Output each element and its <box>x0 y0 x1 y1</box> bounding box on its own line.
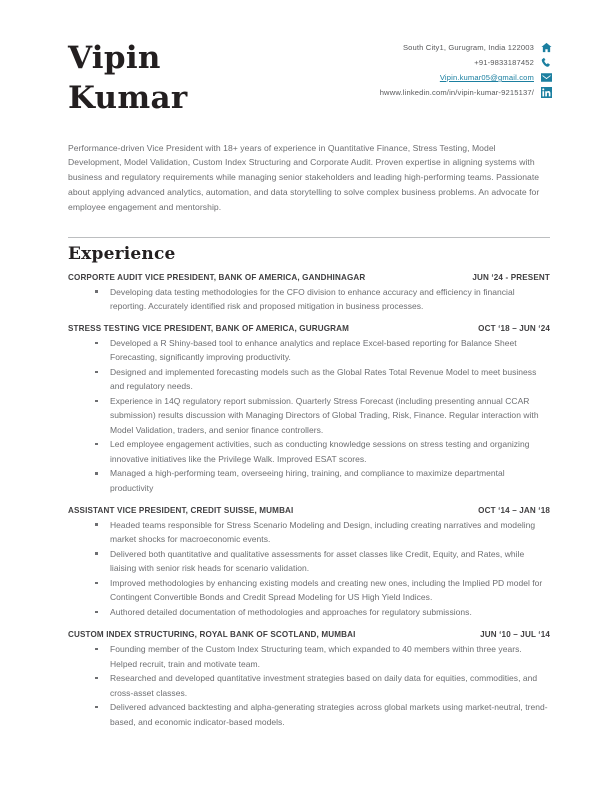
job-bullet: Delivered both quantitative and qualitative assessments for asset classes like Credit, Equity, and Rates, while liaising with senior risk heads for scenario validation. <box>68 547 550 576</box>
job-bullet: Led employee engagement activities, such as conducting knowledge sessions on stress testing and organizing innovative initiatives like the Privilege Walk. Improved ESAT scores. <box>68 437 550 466</box>
first-name: Vipin <box>68 40 161 76</box>
job-date: JUN ‘10 – JUL ‘14 <box>480 630 550 640</box>
job-date: OCT ‘18 – JUN ‘24 <box>478 324 550 334</box>
email-icon[interactable] <box>541 72 552 83</box>
job-bullet: Developed a R Shiny-based tool to enhance analytics and replace Excel-based reporting for Balance Sheet Forecasting, significantly improving productivity. <box>68 336 550 365</box>
job-bullet: Founding member of the Custom Index Structuring team, which expanded to 40 members within three years. Helped recruit, train and motivate team. <box>68 642 550 671</box>
job-bullet-list <box>68 518 550 619</box>
job-header <box>68 630 550 639</box>
job-header <box>68 506 550 515</box>
resume-header <box>0 0 612 119</box>
contact-text-phone: +91-9833187452 <box>474 58 534 67</box>
contact-row <box>342 87 552 98</box>
contact-row <box>342 42 552 53</box>
job-bullet: Developing data testing methodologies for the CFO division to enhance accuracy and efficiency in financial reporting. Accurately identified risk and proposed mitigation in business processes. <box>68 285 550 314</box>
section-title-experience: Experience <box>68 243 176 264</box>
contact-text-email[interactable]: Vipin.kumar05@gmail.com <box>439 73 534 82</box>
job-header <box>68 324 550 333</box>
last-name: Kumar <box>68 80 188 117</box>
job-bullet: Designed and implemented forecasting models such as the Global Rates Total Revenue Model to meet business and regulatory needs. <box>68 365 550 394</box>
job-bullet-list <box>68 642 550 729</box>
job-bullet: Delivered advanced backtesting and alpha-generating strategies across global markets using market-neutral, trend-based, and economic indicator-based models. <box>68 700 550 729</box>
job-entry <box>68 630 550 729</box>
job-entry <box>68 273 550 314</box>
job-bullet-list <box>68 285 550 314</box>
job-title: ASSISTANT VICE PRESIDENT, CREDIT SUISSE, MUMBAI <box>68 505 294 515</box>
section-divider <box>68 237 550 238</box>
contact-text-home: South City1, Gurugram, India 122003 <box>402 43 534 52</box>
job-date: OCT ‘14 – JAN ‘18 <box>478 505 550 515</box>
job-bullet: Authored detailed documentation of methodologies and approaches for regulatory submissions. <box>68 605 550 619</box>
job-bullet: Researched and developed quantitative investment strategies based on daily data for equities, commodities, and cross-asset classes. <box>68 671 550 700</box>
contact-row <box>342 72 552 83</box>
contact-row <box>342 57 552 68</box>
linkedin-icon <box>541 87 552 98</box>
experience-section <box>0 237 612 729</box>
job-bullet: Managed a high-performing team, overseeing hiring, training, and compliance to maximize departmental productivity <box>68 466 550 495</box>
professional-summary: Performance-driven Vice President with 18+ years of experience in Quantitative Finance, Stress Testing, Model Development, Model Validation, Custom Index Structuring and Corporate Audit. Proven expertise in aligning systems with business and regulatory requirements while managing senior stakeholders and leading high-performing teams. Passionate about applying advanced analytics, automation, and data storytelling to solve complex business problems. An advocate for employee engagement and mentorship. <box>68 142 540 212</box>
job-title: CUSTOM INDEX STRUCTURING, ROYAL BANK OF SCOTLAND, MUMBAI <box>68 630 356 640</box>
contact-info <box>342 34 552 98</box>
job-date: JUN ‘24 - PRESENT <box>472 272 550 282</box>
job-title: CORPORTE AUDIT VICE PRESIDENT, BANK OF AMERICA, GANDHINAGAR <box>68 272 366 282</box>
job-bullet: Improved methodologies by enhancing existing models and creating new ones, including the Implied PD model for Contingent Convertible Bonds and Credit Spread Modeling for US High Yield Indices. <box>68 576 550 605</box>
home-icon <box>541 42 552 53</box>
job-entry <box>68 324 550 495</box>
candidate-name <box>68 34 188 119</box>
job-title: STRESS TESTING VICE PRESIDENT, BANK OF AMERICA, GURUGRAM <box>68 324 350 334</box>
job-bullet-list <box>68 336 550 495</box>
job-list <box>68 273 550 729</box>
job-bullet: Headed teams responsible for Stress Scenario Modeling and Design, including creating narratives and modeling market shocks for macroeconomic events. <box>68 518 550 547</box>
job-bullet: Experience in 14Q regulatory report submission. Quarterly Stress Forecast (including presenting annual CCAR submission) results discussion with Managing Directors of Global Trading, Risk, Finance. Regular interaction with Model Validation, traders, and senior finance controllers. <box>68 394 550 437</box>
contact-text-linkedin: hwww.linkedin.com/in/vipin-kumar-9215137/ <box>379 88 534 97</box>
job-header <box>68 273 550 282</box>
job-entry <box>68 506 550 619</box>
phone-icon <box>541 57 552 68</box>
